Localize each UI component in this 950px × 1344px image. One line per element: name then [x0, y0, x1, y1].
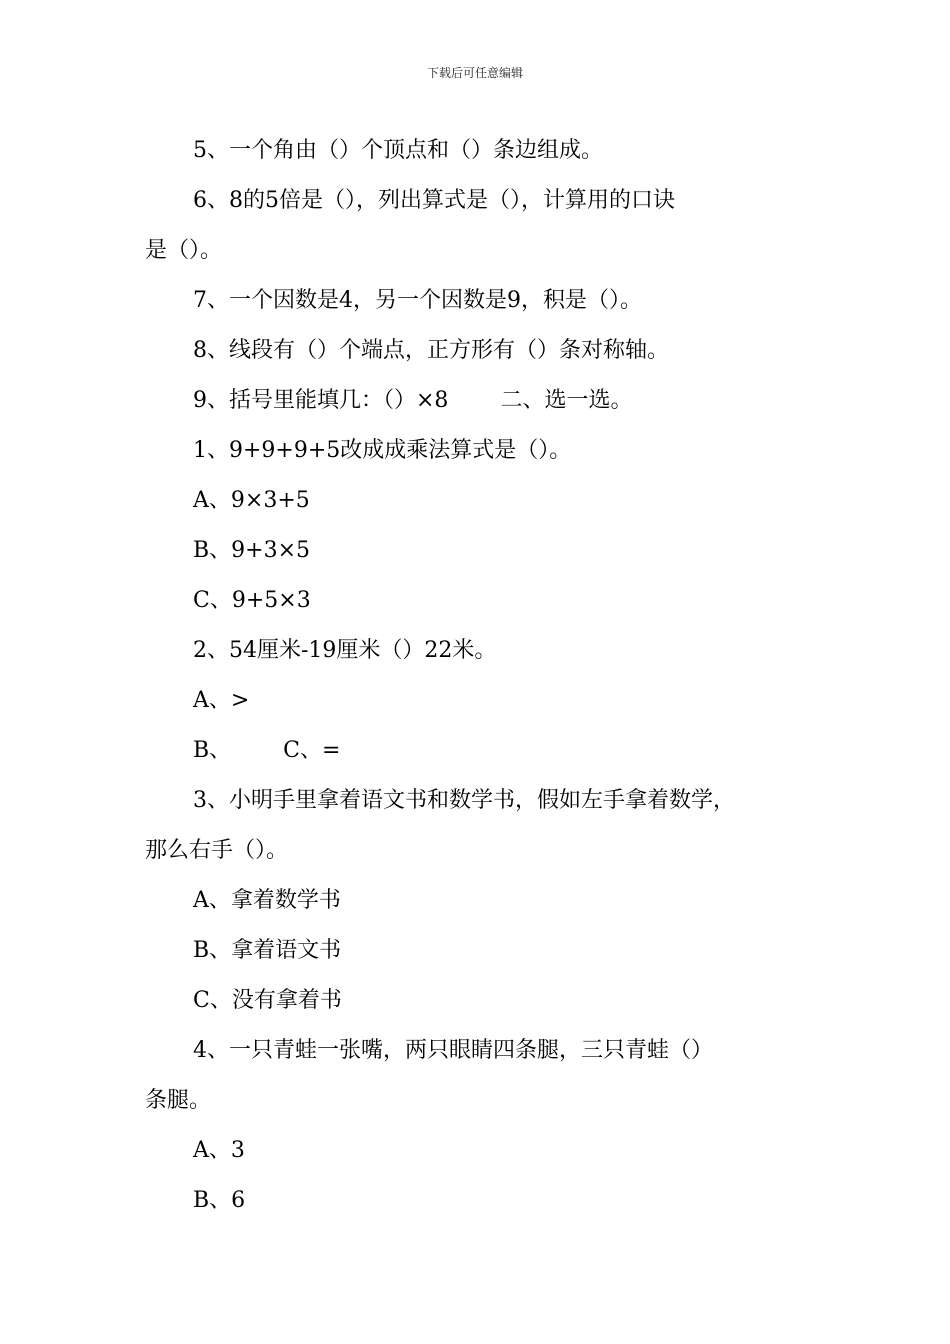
choice-question-3-line-2: 那么右手（）。: [145, 838, 289, 863]
choice-question-4-line-1: 4、一只青蛙一张嘴，两只眼睛四条腿，三只青蛙（）: [193, 1038, 713, 1063]
choice-2-option-c: C、=: [283, 738, 341, 763]
question-9: 9、括号里能填几：（）×8: [193, 388, 449, 413]
choice-2-option-b: B、: [193, 738, 232, 763]
question-9-row: [145, 376, 835, 426]
choice-3-option-c: C、没有拿着书: [193, 988, 342, 1013]
choice-3-option-a: A、拿着数学书: [193, 888, 341, 913]
question-6-line-2: 是（）。: [145, 238, 223, 263]
question-7: 7、一个因数是4，另一个因数是9，积是（）。: [193, 288, 642, 313]
question-6-line-1: 6、8的5倍是（），列出算式是（），计算用的口诀: [193, 188, 675, 213]
question-8: 8、线段有（）个端点，正方形有（）条对称轴。: [193, 338, 669, 363]
choice-question-3-line-1: 3、小明手里拿着语文书和数学书，假如左手拿着数学，: [193, 788, 735, 813]
choice-question-2: 2、54厘米-19厘米（）22米。: [193, 638, 497, 663]
choice-2-option-a: A、>: [193, 688, 250, 713]
document-body: [145, 126, 835, 1226]
choice-1-option-b: B、9+3×5: [193, 538, 311, 563]
section-2-heading: 二、选一选。: [500, 388, 633, 413]
choice-question-4-line-2: 条腿。: [145, 1088, 212, 1113]
choice-1-option-a: A、9×3+5: [193, 488, 310, 513]
choice-4-option-b: B、6: [193, 1188, 246, 1213]
question-5: 5、一个角由（）个顶点和（）条边组成。: [193, 138, 603, 163]
choice-4-option-a: A、3: [193, 1138, 245, 1163]
page-header: 下载后可任意编辑: [426, 66, 523, 80]
choice-1-option-c: C、9+5×3: [193, 588, 311, 613]
choice-question-1: 1、9+9+9+5改成成乘法算式是（）。: [193, 438, 572, 463]
choice-3-option-b: B、拿着语文书: [193, 938, 342, 963]
choice-2-options-b-c: [145, 726, 835, 776]
